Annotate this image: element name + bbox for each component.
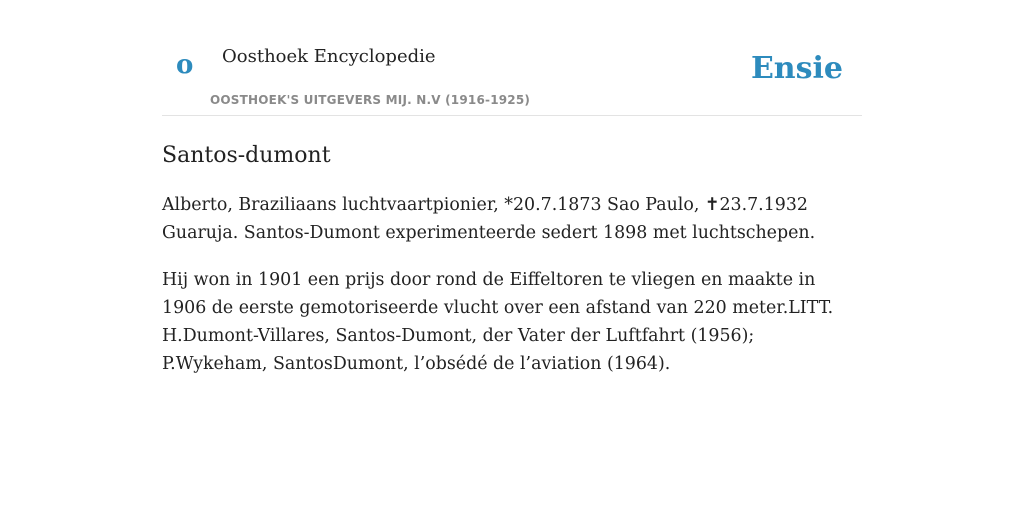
publisher-label: OOSTHOEK'S UITGEVERS MIJ. N.V (1916-1925) [210, 93, 531, 107]
entry-paragraph-2: Hij won in 1901 een prijs door rond de Eiffeltoren te vliegen en maakte in 1906 de eerste gemotoriseerde vlucht over een afstand van 220 meter.LITT. H.Dumont-Villares, Santos-Dumont, der Vater der Luftfahrt (1956); P.Wykeham, SantosDumont, l’obsédé de l’aviation (1964). [162, 270, 834, 374]
source-title-link[interactable]: Oosthoek Encyclopedie [222, 46, 436, 67]
entry-paragraph-1: Alberto, Braziliaans luchtvaartpionier, *20.7.1873 Sao Paulo, ✝23.7.1932 Guaruja. Santos-Dumont experimenteerde sedert 1898 met luchtschepen. [162, 195, 816, 243]
source-logo-icon: o [176, 50, 194, 80]
source-header [162, 0, 862, 116]
page [162, 0, 862, 378]
entry-title: Santos-dumont [162, 143, 331, 168]
ensie-brand-link[interactable]: Ensie [750, 51, 843, 86]
